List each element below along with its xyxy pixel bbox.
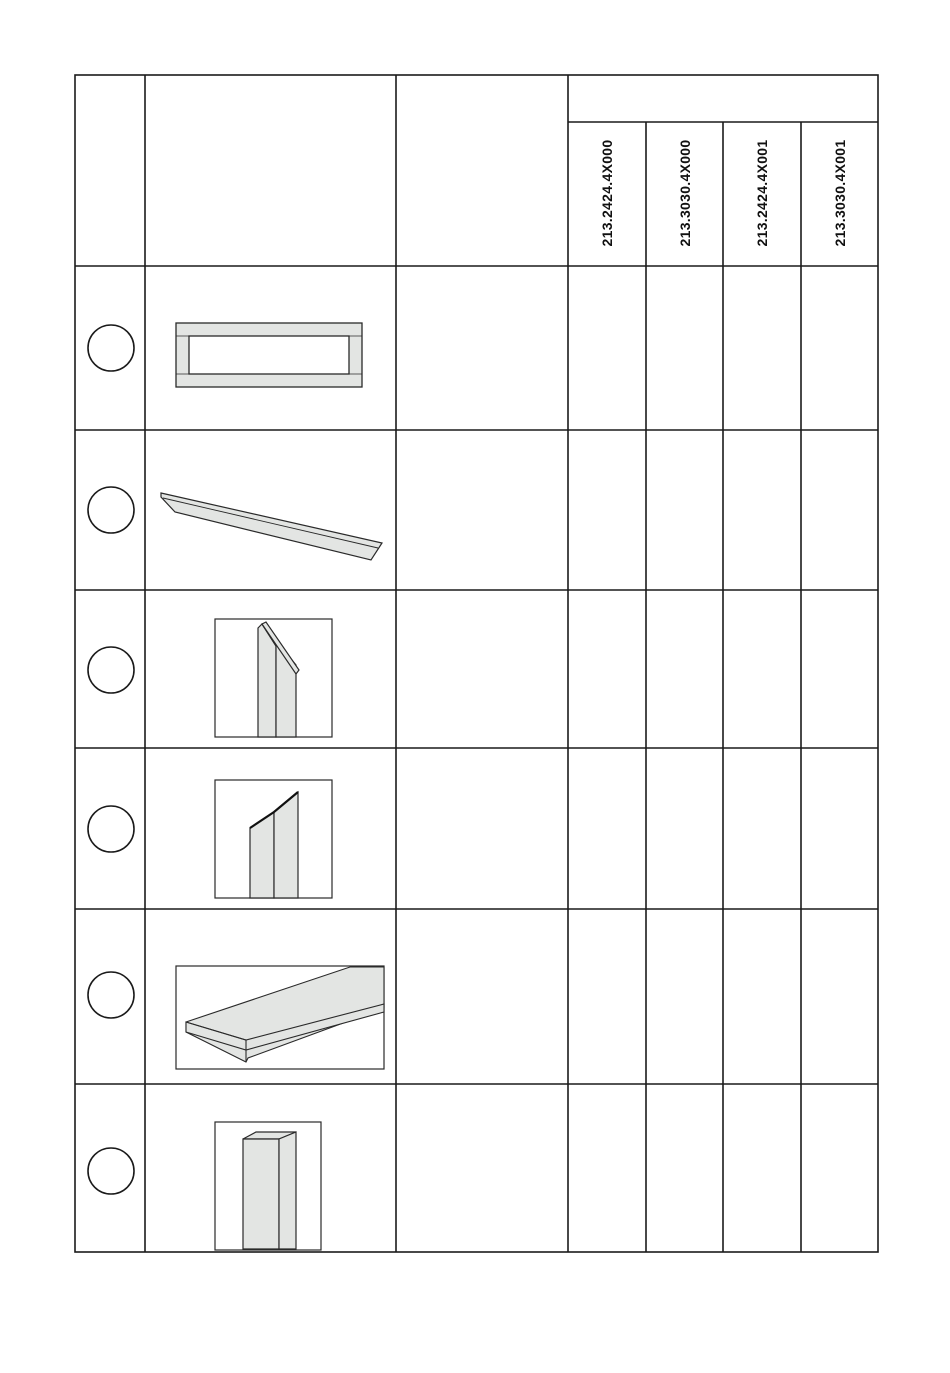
- row-4-position-circle: [88, 806, 134, 852]
- row-3-position-circle: [88, 647, 134, 693]
- frame-icon: [176, 323, 362, 387]
- article-code-header-3: 213.2424.4X001: [754, 139, 770, 247]
- row-2-position-circle: [88, 487, 134, 533]
- board-plank-icon: [176, 966, 384, 1069]
- row-1-position-circle: [88, 325, 134, 371]
- post-icon: [215, 1122, 321, 1250]
- corner-trim-profile-icon: [215, 780, 332, 898]
- row-5-position-circle: [88, 972, 134, 1018]
- article-code-header-2: 213.3030.4X000: [677, 139, 693, 247]
- article-code-header-4: 213.3030.4X001: [832, 139, 848, 247]
- article-code-header-1: 213.2424.4X000: [599, 139, 615, 247]
- corner-trim-icon: [215, 619, 332, 737]
- row-6-position-circle: [88, 1148, 134, 1194]
- ridge-profile-icon: [161, 493, 382, 560]
